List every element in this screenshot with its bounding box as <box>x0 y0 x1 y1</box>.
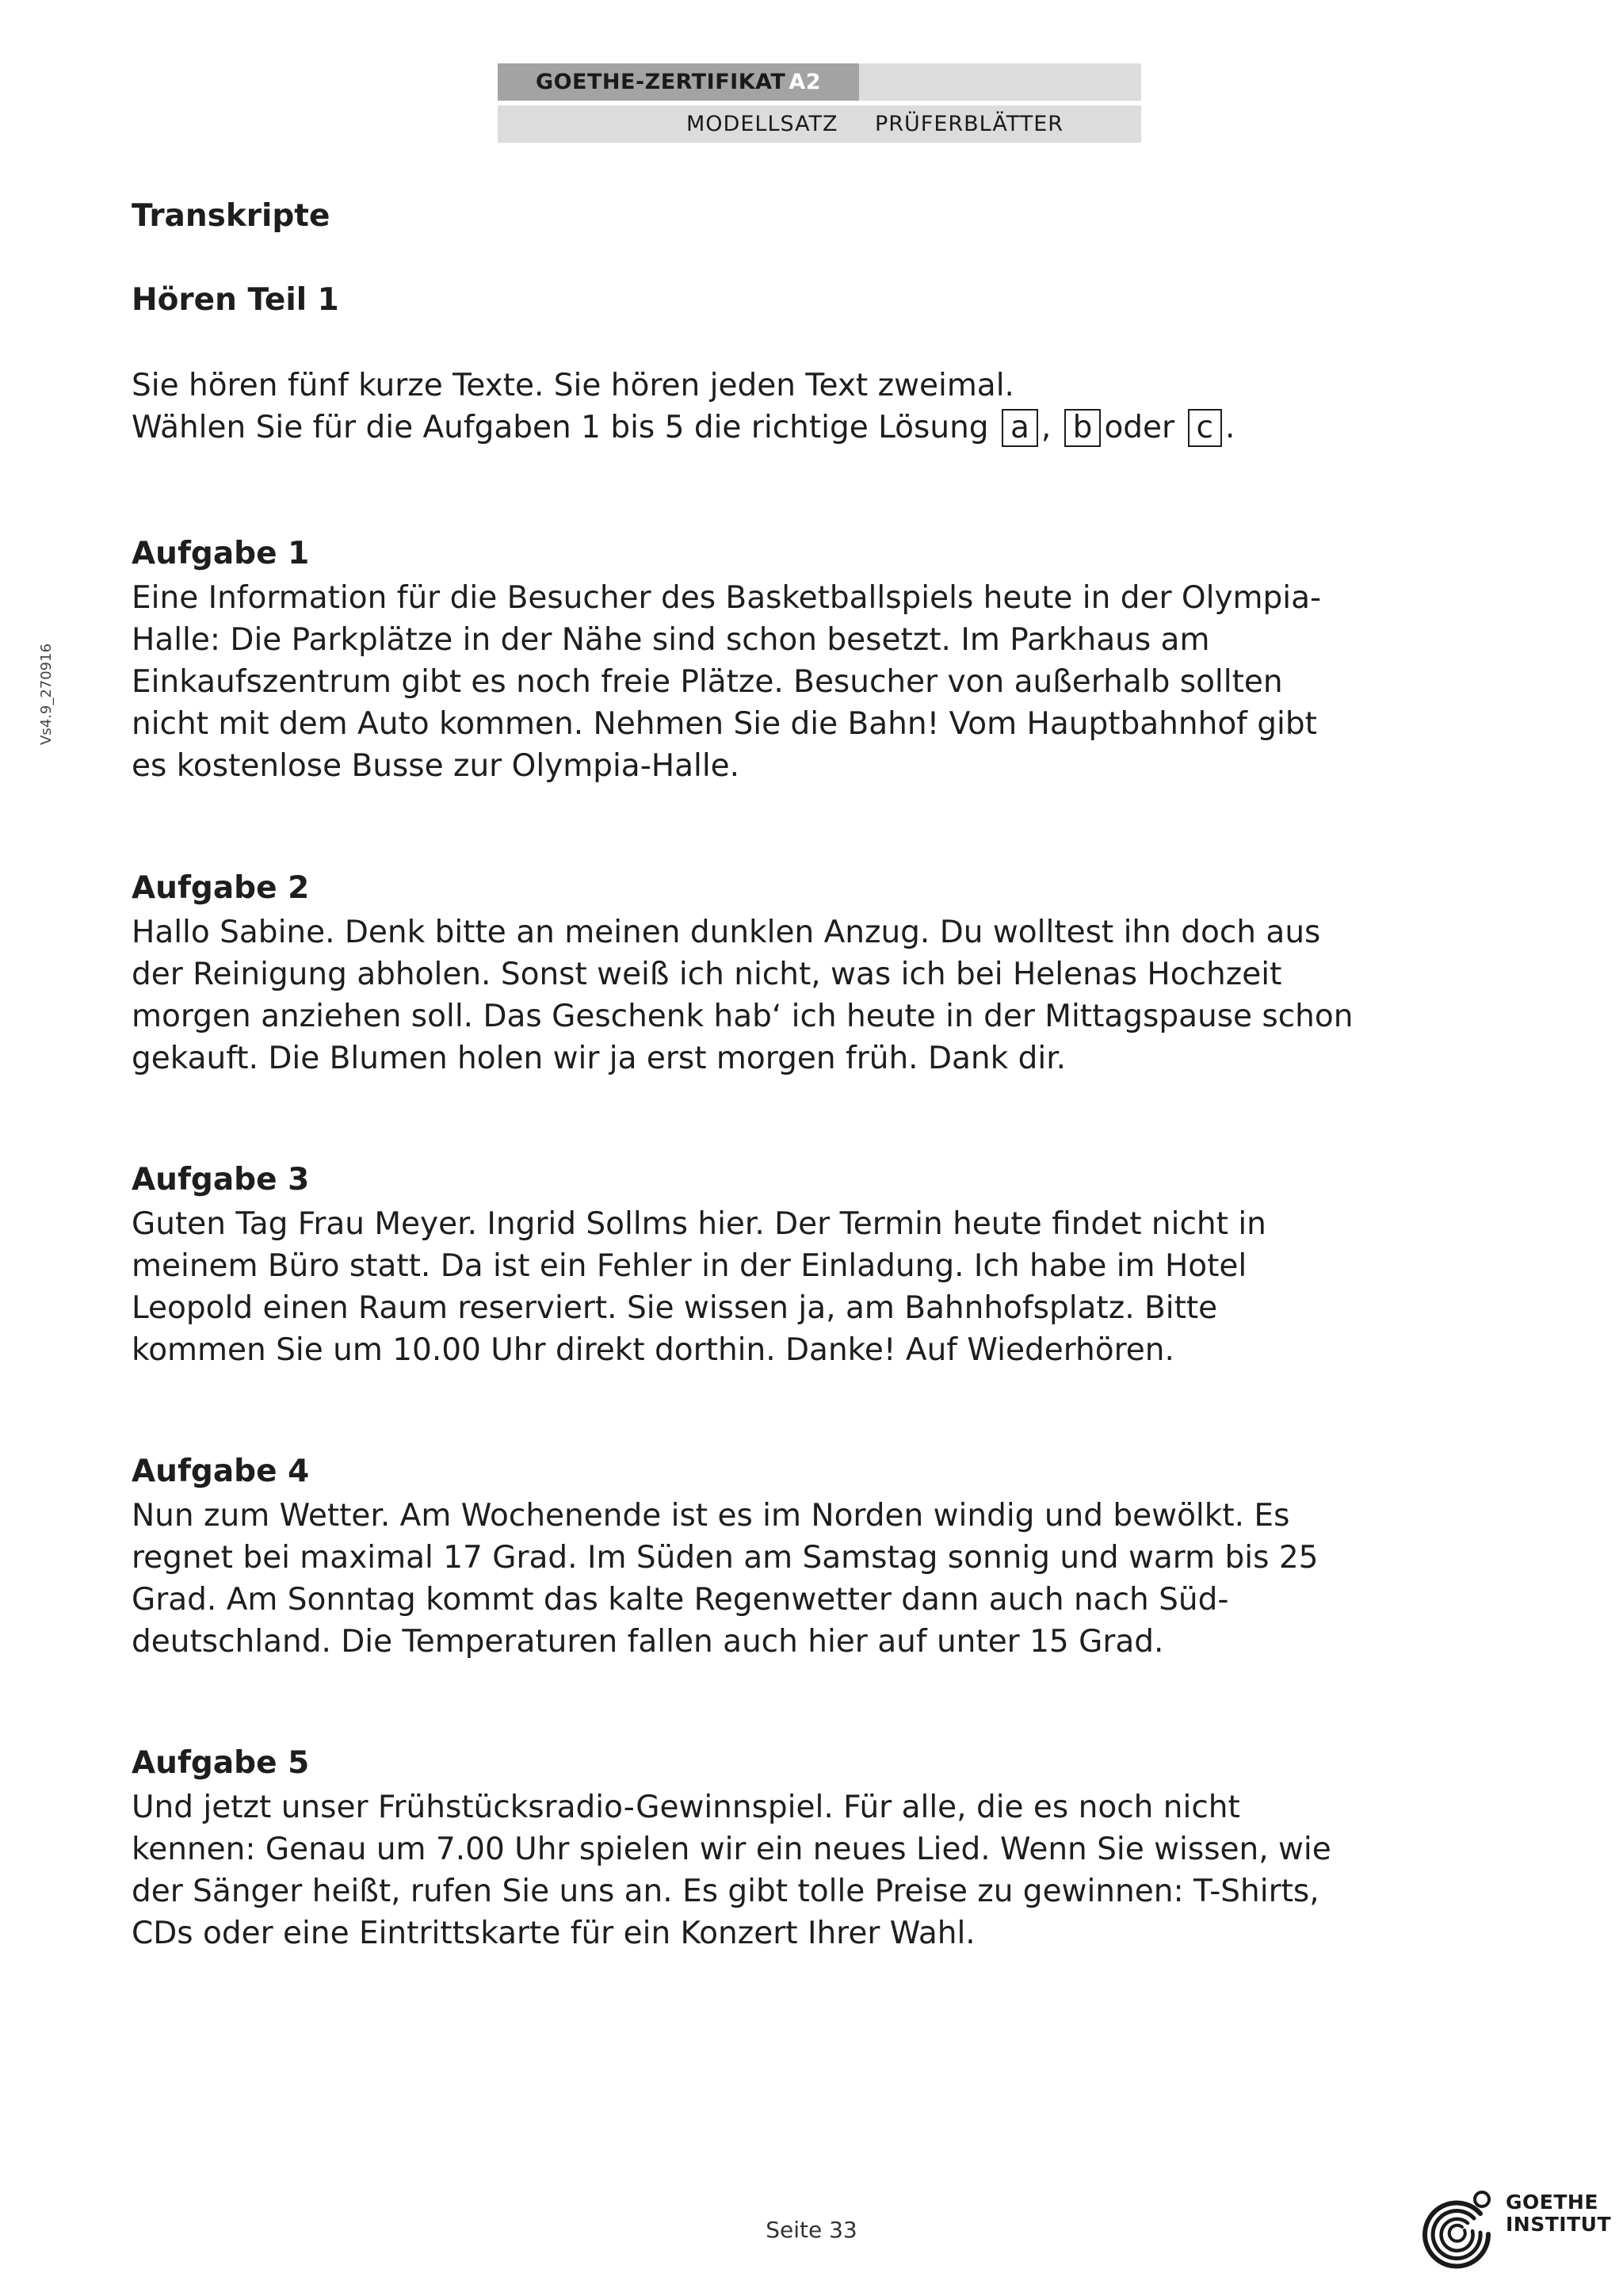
task-4-heading: Aufgabe 4 <box>132 1454 310 1489</box>
certificate-title-box <box>498 63 859 101</box>
task-1-line: Halle: Die Parkplätze in der Nähe sind schon besetzt. Im Parkhaus am <box>132 622 1210 658</box>
task-1-line: Einkaufszentrum gibt es noch freie Plätze. Besucher von außerhalb sollten <box>132 664 1283 700</box>
task-1-heading: Aufgabe 1 <box>132 536 310 571</box>
task-5-line: kennen: Genau um 7.00 Uhr spielen wir ein neues Lied. Wenn Sie wissen, wie <box>132 1832 1331 1867</box>
task-4-line: deutschland. Die Temperaturen fallen auch hier auf unter 15 Grad. <box>132 1624 1164 1660</box>
logo-line-1: GOETHE <box>1506 2191 1598 2214</box>
task-4-line: regnet bei maximal 17 Grad. Im Süden am Samstag sonnig und warm bis 25 <box>132 1540 1319 1576</box>
goethe-institut-logo-text <box>1506 2191 1611 2236</box>
task-3-line: meinem Büro statt. Da ist ein Fehler in der Einladung. Ich habe im Hotel <box>132 1248 1247 1284</box>
page-number: Seite 33 <box>766 2217 857 2243</box>
task-2-heading: Aufgabe 2 <box>132 870 310 906</box>
instructions <box>132 365 1235 449</box>
goethe-institut-logo <box>1419 2182 1611 2269</box>
task-5-heading: Aufgabe 5 <box>132 1745 310 1781</box>
task-4-line: Nun zum Wetter. Am Wochenende ist es im Norden windig und bewölkt. Es <box>132 1498 1290 1534</box>
instruction-oder: oder <box>1104 410 1175 445</box>
task-1-line: es kostenlose Busse zur Olympia-Halle. <box>132 748 740 784</box>
task-2-line: der Reinigung abholen. Sonst weiß ich nicht, was ich bei Helenas Hochzeit <box>132 957 1282 992</box>
header-prueferblaetter: PRÜFERBLÄTTER <box>875 112 1064 136</box>
side-version-label: Vs4.9_270916 <box>38 643 55 745</box>
task-1-text <box>132 577 1321 787</box>
certificate-level: A2 <box>789 70 822 94</box>
task-5-line: der Sänger heißt, rufen Sie uns an. Es gibt tolle Preise zu gewinnen: T-Shirts, <box>132 1874 1319 1909</box>
task-2-line: gekauft. Die Blumen holen wir ja erst morgen früh. Dank dir. <box>132 1041 1067 1076</box>
task-2-line: Hallo Sabine. Denk bitte an meinen dunklen Anzug. Du wolltest ihn doch aus <box>132 915 1321 950</box>
task-5-line: CDs oder eine Eintrittskarte für ein Konzert Ihrer Wahl. <box>132 1916 976 1951</box>
task-4-text <box>132 1495 1318 1663</box>
task-4-line: Grad. Am Sonntag kommt das kalte Regenwetter dann auch nach Süd- <box>132 1582 1229 1618</box>
task-1-line: Eine Information für die Besucher des Basketballspiels heute in der Olympia- <box>132 580 1322 616</box>
goethe-institut-logo-icon <box>1419 2182 1506 2269</box>
header-bar-top <box>498 63 1141 101</box>
instruction-line-2 <box>132 407 1235 449</box>
task-2-line: morgen anziehen soll. Das Geschenk hab‘ ich heute in der Mittagspause schon <box>132 999 1354 1034</box>
instruction-text: Wählen Sie für die Aufgaben 1 bis 5 die richtige Lösung <box>132 410 989 445</box>
option-box-a: a <box>1002 409 1038 447</box>
certificate-title: GOETHE-ZERTIFIKAT <box>535 70 786 94</box>
logo-line-2: INSTITUT <box>1506 2213 1611 2236</box>
task-5-line: Und jetzt unser Frühstücksradio-Gewinnspiel. Für alle, die es noch nicht <box>132 1790 1240 1825</box>
option-box-b: b <box>1064 409 1102 447</box>
section-heading: Hören Teil 1 <box>132 282 339 318</box>
task-5-text <box>132 1786 1331 1954</box>
task-3-text <box>132 1203 1266 1371</box>
task-1-line: nicht mit dem Auto kommen. Nehmen Sie die Bahn! Vom Hauptbahnhof gibt <box>132 706 1317 742</box>
header-bar-bottom <box>498 105 1141 143</box>
instruction-period: . <box>1224 410 1235 445</box>
header-modellsatz: MODELLSATZ <box>686 112 838 136</box>
option-box-c: c <box>1188 409 1222 447</box>
task-3-heading: Aufgabe 3 <box>132 1162 310 1198</box>
task-3-line: Leopold einen Raum reserviert. Sie wissen ja, am Bahnhofsplatz. Bitte <box>132 1290 1218 1326</box>
instruction-line-1: Sie hören fünf kurze Texte. Sie hören jeden Text zweimal. <box>132 368 1014 403</box>
page-title: Transkripte <box>132 198 330 234</box>
instruction-comma: , <box>1041 410 1052 445</box>
task-3-line: kommen Sie um 10.00 Uhr direkt dorthin. Danke! Auf Wiederhören. <box>132 1332 1174 1368</box>
task-2-text <box>132 911 1353 1079</box>
task-3-line: Guten Tag Frau Meyer. Ingrid Sollms hier. Der Termin heute findet nicht in <box>132 1206 1266 1242</box>
